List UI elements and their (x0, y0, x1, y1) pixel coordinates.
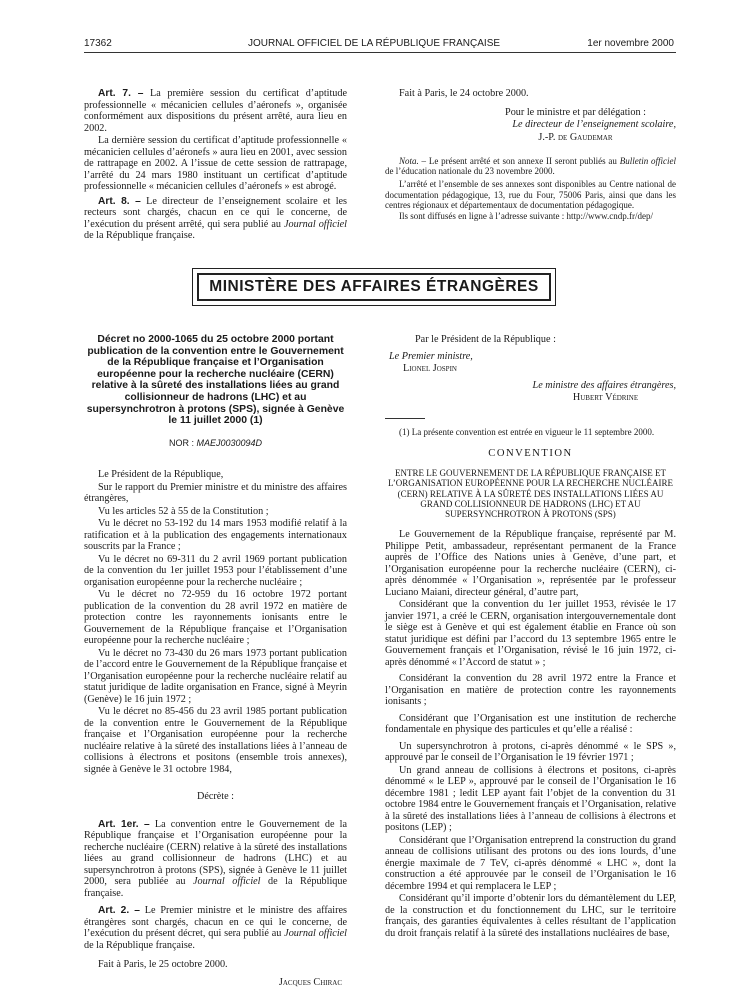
ministry-banner-frame (192, 268, 556, 306)
director-name: J.-P. de Gaudemar (538, 131, 613, 143)
article-7-p2: La dernière session du certificat d’aptitude professionnelle « mécanicien cellules d’aéronefs » aura lieu en 2001, avec session de rattrapage en 2002. A l’issue de cette session de rattrapage, l’arrêté du 24 mars 1980 instituant un certificat d’aptitude professionnelle « mécanicien cellules d’aéronefs » est abrogé. (84, 135, 347, 192)
par-le-president: Par le Président de la République : (415, 334, 556, 345)
convention-title: ENTRE LE GOUVERNEMENT DE LA RÉPUBLIQUE FRANÇAISE ET L’ORGANISATION EUROPÉENNE POUR LA RECHERCHE NUCLÉAIRE (CERN) RELATIVE À LA SÛRETÉ DES INSTALLATIONS LIÉES AU GRAND COLLISIONNEUR DE HADRONS (LHC) ET AU SUPERSYNCHROTRON À PROTONS (SPS) (388, 468, 673, 520)
header-rule (84, 52, 676, 53)
ministry-banner-inner (197, 273, 551, 301)
convention-heading: CONVENTION (488, 447, 573, 459)
footnote: (1) La présente convention est entrée en vigueur le 11 septembre 2000. (399, 426, 655, 437)
pm-name: Lionel Jospin (403, 363, 457, 374)
convention-paragraph: Un supersynchrotron à protons, ci-après dénommé « le SPS », approuvé par le conseil de l’Organisation le 19 février 1971 ; (385, 740, 676, 764)
convention-paragraph: Le Gouvernement de la République française, représenté par M. Philippe Petit, ambassadeur, représentant permanent de la France auprès de l’Office des Nations unies à Genève, d’une part, et l’Organisation européenne pour la recherche nucléaire (CERN), ci-après dénommée « l’Organisation », représentée par le professeur Luciano Maiani, directeur général, d’autre part, (385, 529, 676, 598)
note-availability: L’arrêté et l’ensemble de ses annexes sont disponibles au Centre national de documentation pédagogique, 13, rue du Four, 75006 Paris, ainsi que dans les centres régionaux et départementaux de documentation pédagogique. (385, 179, 676, 210)
ministry-banner: MINISTÈRE DES AFFAIRES ÉTRANGÈRES (209, 278, 539, 295)
convention-paragraph: Considérant que la convention du 1er juillet 1953, révisée le 17 janvier 1971, a créé le CERN, organisation intergouvernementale dont le siège est à Genève et qui est également établie en France où son statut juridique est défini par l’accord du 13 septembre 1965 entre le Gouvernement français et l’Organisation, révisé le 16 juin 1972, ci-après dénommé « l’Accord de statut » ; (385, 599, 676, 668)
recital: Vu le décret no 73-430 du 26 mars 1973 portant publication de l’accord entre le Gouvernement de la République française et l’Organisation européenne pour la recherche nucléaire relatif au statut juridique de ladite organisation en France, signé à Meyrin (Genève) le 16 juin 1972 ; (84, 647, 347, 705)
mae-name: Hubert Védrine (572, 392, 639, 403)
convention-paragraph: Un grand anneau de collisions à électrons et positons, ci-après dénommé « le LEP », approuvé par le conseil de l’Organisation le 16 décembre 1981 ; ledit LEP ayant fait l’objet de la convention du 31 octobre 1984 entre le Gouvernement français et l’Organisation, relative à la sûreté des installations liées à l’anneau de collisions à électrons et positons (LEP) ; (385, 764, 676, 834)
article-2: Art. 2. – Le Premier ministre et le ministre des affaires étrangères sont chargés, chacun en ce qui le concerne, de l’exécution du présent décret, qui sera publié au Journal officiel de la République française. (84, 905, 348, 951)
convention-paragraph: Considérant que l’Organisation est une institution de recherche fondamentale en physique des particules et qu’elle a réalisé : (385, 712, 676, 736)
page-number: 17362 (84, 38, 112, 49)
recital: Vu le décret no 72-959 du 16 octobre 1972 portant publication de la convention du 28 avril 1972 en matière de protection contre les rayonnements ionisants entre le Gouvernement de la République française et l’Organisation européenne pour la recherche nucléaire ; (84, 589, 347, 647)
convention-column (385, 334, 676, 939)
fait-arrete: Fait à Paris, le 24 octobre 2000. (399, 88, 529, 99)
pm-title: Le Premier ministre, (389, 350, 473, 362)
recital: Vu le décret no 85-456 du 23 avril 1985 portant publication de la convention entre le Gouvernement de la République française et l’Organisation européenne pour la recherche nucléaire relative à la sûreté des installations liées à l’anneau de collisions à électrons et positons (ensemble trois annexes), signée à Genève le 31 octobre 1984, (84, 706, 347, 775)
decrete: Décrète : (196, 791, 235, 803)
convention-body (385, 529, 676, 939)
recital: Vu les articles 52 à 55 de la Constitution ; (98, 505, 269, 517)
convention-paragraph: Considérant la convention du 28 avril 1972 entre la France et l’Organisation en matière de protection contre les rayonnements ionisants ; (385, 673, 676, 708)
note-online: Ils sont diffusés en ligne à l’adresse suivante : http://www.cndp.fr/dep/ (399, 211, 653, 222)
convention-paragraph: Considérant que l’Organisation entreprend la construction du grand anneau de collisions utilisant des protons ou des ions lourds, d’une énergie maximale de 7 TeV, ci-après dénommé « LHC », dont la construction a été approuvée par le conseil de l’Organisation le 16 décembre 1994 et qui remplacera le LEP ; (385, 834, 676, 892)
decree-recitals (84, 469, 347, 775)
nor: NOR : MAEJ0030094D (168, 437, 263, 448)
mae-title: Le ministre des affaires étrangères, (532, 379, 676, 391)
recital: Vu le décret no 53-192 du 14 mars 1953 modifié relatif à la ratification et à la publication des engagements internationaux souscrits par la France ; (84, 518, 347, 553)
decree-title: Décret no 2000-1065 du 25 octobre 2000 portant publication de la convention entre le Gouvernement de la République française et l’Organisation européenne pour la recherche nucléaire (CERN) relative à la sûreté des installations liées au grand collisionneur de hadrons (LHC) et au supersynchrotron à protons (SPS), signée à Genève le 11 juillet 2000 (1) (86, 334, 345, 427)
footnote-rule (385, 418, 425, 419)
article-8: Art. 8. – Le directeur de l’enseignement scolaire et les recteurs sont chargés, chacun en ce qui le concerne, de l’exécution du présent arrêté, qui sera publié au Journal officiel de la République française. (84, 195, 348, 241)
top-right-column (385, 88, 676, 221)
recital: Vu le décret no 69-311 du 2 avril 1969 portant publication de la convention du 1er juillet 1953 pour l’établissement d’une organisation européenne pour la recherche nucléaire ; (84, 553, 347, 588)
recital: Sur le rapport du Premier ministre et du ministre des affaires étrangères, (84, 481, 347, 505)
journal-title: JOURNAL OFFICIEL DE LA RÉPUBLIQUE FRANÇAISE (247, 38, 501, 49)
top-left-column (84, 88, 347, 242)
signatory: Jacques Chirac (278, 976, 342, 988)
article-7: Art. 7. – La première session du certificat d’aptitude professionnelle « mécanicien cellules d’aéronefs », organisée conformément aux dispositions du présent arrêté, aura lieu en 2002. (84, 88, 348, 134)
nota: Nota. – Le présent arrêté et son annexe II seront publiés au Bulletin officiel de l’éducation nationale du 23 novembre 2000. (385, 156, 676, 177)
header-date: 1er novembre 2000 (587, 38, 674, 49)
fait-decret: Fait à Paris, le 25 octobre 2000. (98, 959, 228, 971)
recital: Le Président de la République, (98, 469, 224, 481)
director-title: Le directeur de l’enseignement scolaire, (512, 119, 676, 130)
decree-column (84, 334, 347, 988)
delegation: Pour le ministre et par délégation : (505, 106, 646, 118)
article-1: Art. 1er. – La convention entre le Gouvernement de la République française et l’Organisation européenne pour la recherche nucléaire (CERN) relative à la sûreté des installations liées au grand collisionneur de hadrons (LHC) et au supersynchrotron à protons (SPS), signée à Genève le 11 juillet 2000, sera publiée au Journal officiel de la République française. (84, 818, 348, 899)
convention-paragraph: Considérant qu’il importe d’obtenir lors du démantèlement du LEP, de la construction et du fonctionnement du LHC, sur le territoire français, des garanties équivalentes à celles résultant de l’application du droit français relatif à la sûreté des installations nucléaires de base, (385, 893, 676, 939)
